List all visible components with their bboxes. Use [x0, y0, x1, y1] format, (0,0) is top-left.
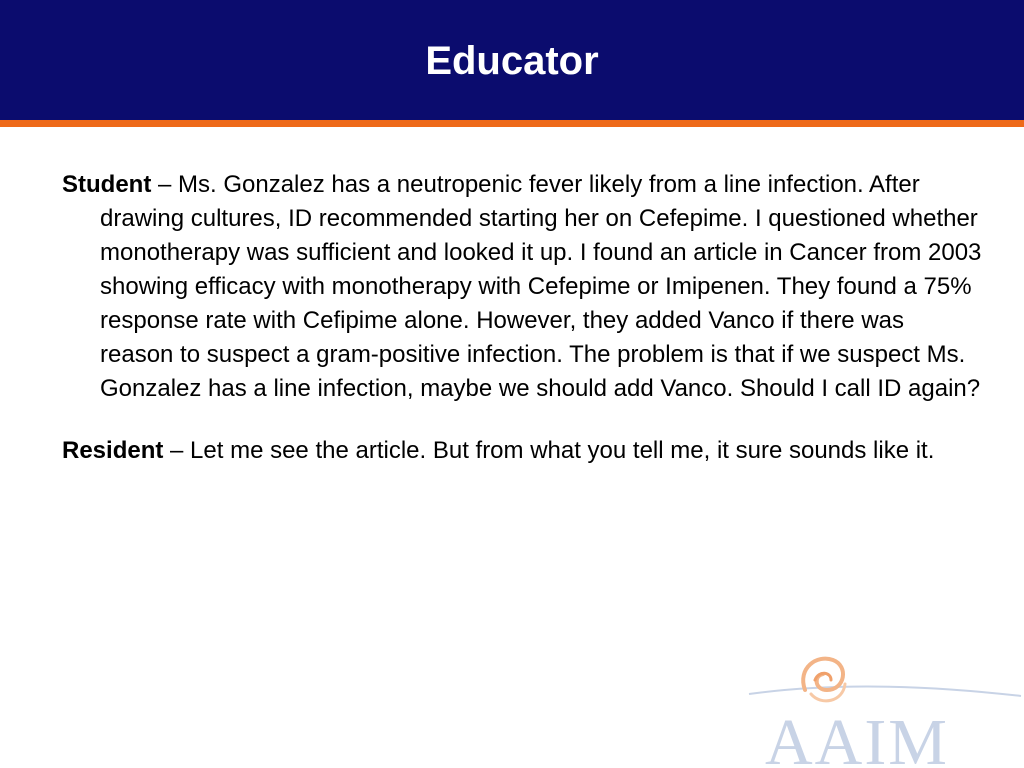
dialogue-text: – Ms. Gonzalez has a neutropenic fever likely from a line infection. After drawing cultures, ID recommended starting her on Cefepime. I questioned whether monotherapy was sufficient and looked it up. I found an article in Cancer from 2003 showing efficacy with monotherapy with Cefepime or Imipenen. They found a 75% response rate with Cefipime alone. However, they added Vanco if there was reason to suspect a gram-positive infection. The problem is that if we suspect Ms. Gonzalez has a line infection, maybe we should add Vanco. Should I call ID again? [100, 171, 982, 402]
dialogue-entry-student [62, 168, 982, 406]
title-accent-rule [0, 120, 1024, 127]
slide-title: Educator [425, 38, 599, 83]
logo-text: AAIM [765, 706, 949, 768]
swirl-logo-icon [749, 659, 1021, 701]
slide-content [62, 168, 982, 496]
aaim-logo [745, 650, 1024, 768]
dialogue-entry-resident [62, 434, 982, 468]
speaker-label: Student [62, 171, 152, 198]
title-bar [0, 0, 1024, 120]
dialogue-text: – Let me see the article. But from what you tell me, it sure sounds like it. [163, 437, 935, 464]
speaker-label: Resident [62, 437, 164, 464]
